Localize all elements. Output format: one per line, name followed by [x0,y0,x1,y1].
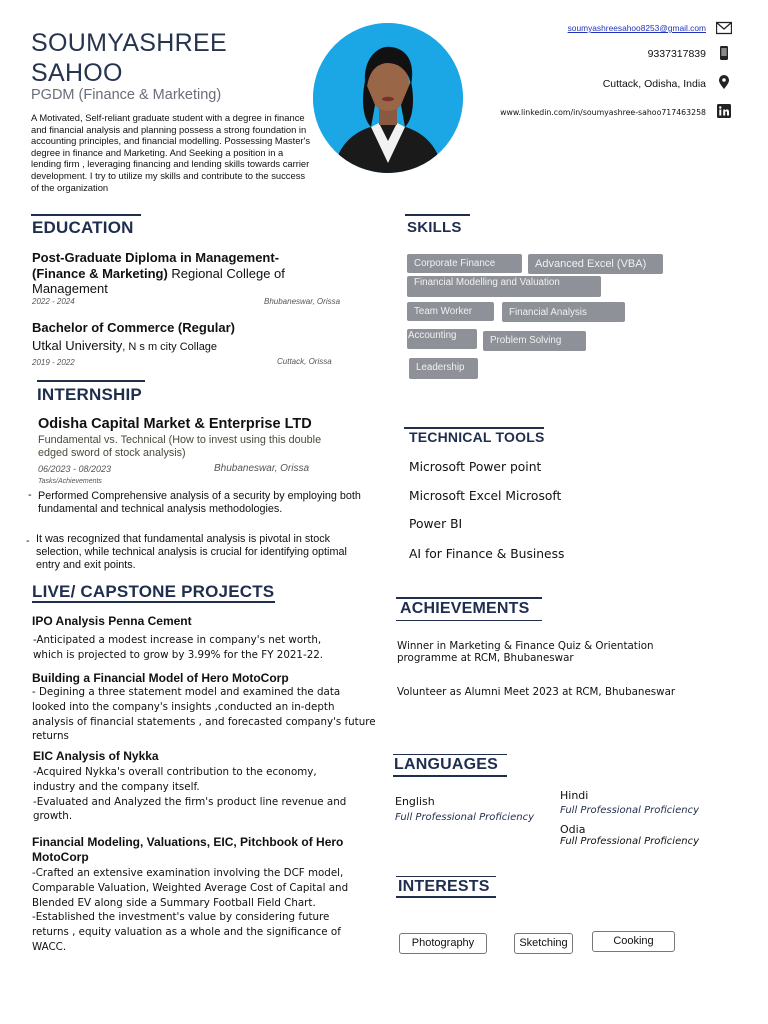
project-4-line: returns , equity valuation as a whole and the significance of [32,926,341,939]
skills-rule [405,214,470,216]
tools-heading: TECHNICAL TOOLS [409,429,545,445]
bcom-place: Cuttack, Orissa [277,357,332,366]
language-odia: Odia [560,823,586,836]
project-3-line: -Acquired Nykka's overall contribution to the economy, [33,766,317,778]
project-1-desc [33,633,373,663]
project-2-desc [32,685,377,744]
pgdm-years: 2022 - 2024 [32,297,75,306]
project-3-title: EIC Analysis of Nykka [33,749,159,763]
internship-rule [37,380,145,382]
language-english: English [395,795,435,808]
candidate-name [31,28,227,88]
interest-chip: Sketching [514,933,573,954]
interests-heading: INTERESTS [398,878,490,895]
internship-bullet-1-text: Performed Comprehensive analysis of a security by employing both fundamental and technical analysis methodologies. [38,490,361,515]
project-2-line: returns [32,730,69,743]
achievements-heading: ACHIEVEMENTS [400,600,530,617]
project-2-line: looked into the company's insights ,conducted an in-depth [32,700,335,713]
project-2-line: - Degining a three statement model and examined the data [32,686,341,698]
project-4-title: Financial Modeling, Valuations, EIC, Pitchbook of Hero MotoCorp [32,835,344,864]
internship-bullet-2 [28,533,363,572]
linkedin-icon[interactable] [716,104,732,118]
project-3-line: -Evaluated and Analyzed the firm's product line revenue and [33,795,347,808]
linkedin-url[interactable]: www.linkedin.com/in/soumyashree-sahoo717463258 [500,108,706,117]
internship-place: Bhubaneswar, Orissa [214,463,310,474]
skill-chip: Advanced Excel (VBA) [528,254,663,274]
pgdm-degree: Post-Graduate Diploma in Management-(Finance & Marketing) [32,250,280,281]
project-4-line: -Established the investment's value by considering future [32,911,330,924]
internship-company: Odisha Capital Market & Enterprise LTD [38,416,312,432]
email-link[interactable] [568,22,706,34]
profile-photo [313,23,463,173]
bullet-dash: - [28,489,32,501]
bcom-years: 2019 - 2022 [32,358,75,367]
internship-dates: 06/2023 - 08/2023 [38,464,112,474]
interests-rule [396,876,496,877]
education-item-pgdm [32,250,327,297]
bcom-university: Utkal University [32,338,123,353]
tool-item: Microsoft Excel Microsoft [409,489,562,503]
project-4-line: WACC. [32,940,67,953]
education-rule [31,214,141,216]
project-4-desc [32,866,377,955]
achievements-underline [396,620,542,621]
internship-bullet-2-text: It was recognized that fundamental analysis is pivotal in stock selection, while technical analysis is crucial for identifying optimal entry and exit points. [36,533,347,571]
achievement-item: Volunteer as Alumni Meet 2023 at RCM, Bhubaneswar [397,686,676,698]
bcom-college: , N s m city Collage [122,341,218,353]
person-portrait-icon [313,23,463,173]
languages-rule [393,754,507,755]
achievements-rule [396,597,542,599]
interests-underline [396,896,496,898]
location-text: Cuttack, Odisha, India [602,78,706,90]
project-3-line: industry and the company itself. [33,780,200,793]
pgdm-place: Bhubaneswar, Orissa [264,297,341,306]
skill-chip: Accounting [407,329,477,349]
pgdm-institution: Regional College of Management [32,265,285,296]
project-1-title: IPO Analysis Penna Cement [32,614,192,628]
project-1-line: which is projected to grow by 3.99% for the FY 2021-22. [33,648,324,661]
project-3-desc [33,765,373,824]
project-1-line: -Anticipated a modest increase in company's net worth, [33,634,322,646]
interest-chip: Cooking [592,931,675,952]
interest-chip: Photography [399,933,487,954]
project-2-title: Building a Financial Model of Hero MotoCorp [32,671,289,685]
achievement-item: Winner in Marketing & Finance Quiz & Orientation programme at RCM, Bhubaneswar [397,640,654,664]
tool-item: Microsoft Power point [409,460,542,474]
education-heading: EDUCATION [32,218,134,237]
language-odia-level: Full Professional Proficiency [560,836,699,847]
location-pin-icon [716,75,732,89]
project-4-line: -Crafted an extensive examination involving the DCF model, [32,867,344,879]
language-hindi: Hindi [560,789,589,802]
languages-underline [393,775,507,777]
internship-topic: Fundamental vs. Technical (How to invest using this double edged sword of stock analysis) [38,434,322,459]
project-4-line: Comparable Valuation, Weighted Average Cost of Capital and [32,881,349,894]
skill-chip: Financial Analysis [502,302,625,322]
bcom-institution-line [32,338,217,353]
language-hindi-level: Full Professional Proficiency [560,805,699,816]
internship-bullet-1 [30,490,365,516]
skill-chip: Financial Modelling and Valuation [407,276,601,297]
phone-icon [716,46,732,60]
bcom-degree: Bachelor of Commerce (Regular) [32,320,235,335]
tasks-label: Tasks/Achievements [38,478,102,485]
project-4-line: Blended EV along side a Summary Football Field Chart. [32,896,316,909]
skills-heading: SKILLS [407,219,462,236]
projects-rule [32,601,275,603]
language-english-level: Full Professional Proficiency [395,812,534,823]
email-text[interactable]: soumyashreesahoo8253@gmail.com [567,23,706,33]
mail-icon [716,21,732,35]
name-line-2: SAHOO [31,59,123,87]
skill-chip: Leadership [409,358,478,379]
tool-item: Power BI [409,517,463,531]
profile-summary: A Motivated, Self-reliant graduate student with a degree in finance and financial analysis and planning possess a strong foundation in accounting principles, and financial modelling. Possessing Master's degree in finance and Marketing. And Seeking a position in a lending firm , leveraging financing and lending skills towards carrier development. I try to utilize my skills and contribute to the success of the organization [31,112,311,193]
skill-chip: Problem Solving [483,331,586,351]
bullet-dash: - [26,535,30,547]
skill-chip: Team Worker [407,302,494,321]
project-2-line: analysis of financial statements , and forecasted company's future [32,715,376,728]
languages-heading: LANGUAGES [394,756,499,773]
skill-chip: Corporate Finance [407,254,522,273]
candidate-subtitle: PGDM (Finance & Marketing) [31,87,222,103]
name-line-1: SOUMYASHREE [31,29,227,57]
tool-item: AI for Finance & Business [409,547,565,561]
phone-number: 9337317839 [647,48,706,60]
projects-heading: LIVE/ CAPSTONE PROJECTS [32,582,275,601]
project-3-line: growth. [33,810,73,823]
internship-heading: INTERNSHIP [37,385,142,404]
